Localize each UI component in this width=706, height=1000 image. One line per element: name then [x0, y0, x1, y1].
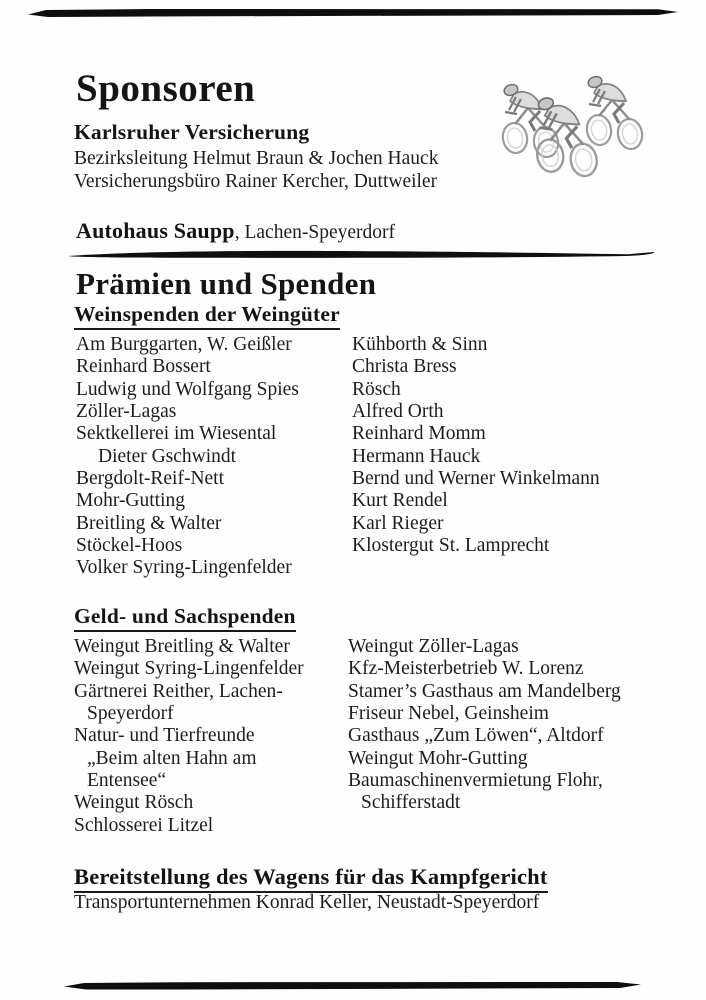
sponsor-detail-line: Bezirksleitung Helmut Braun & Jochen Hauck	[74, 148, 439, 169]
list-item: Kurt Rendel	[352, 490, 448, 512]
list-item: Gärtnerei Reither, Lachen-	[74, 680, 283, 702]
list-item: Reinhard Bossert	[76, 356, 211, 378]
sponsor-name: Autohaus Saupp	[76, 218, 235, 243]
list-item: Zöller-Lagas	[76, 401, 177, 423]
list-item: Hermann Hauck	[352, 445, 481, 467]
list-item: Breitling & Walter	[76, 512, 222, 534]
bottom-rule-stroke	[62, 981, 642, 991]
list-item: Volker Syring-Lingenfelder	[76, 557, 292, 579]
sponsor-block-autohaus	[76, 218, 395, 244]
wine-donors-right-column	[352, 334, 676, 580]
list-item: Kühborth & Sinn	[352, 334, 488, 355]
list-item: Weingut Rösch	[74, 792, 194, 814]
list-item: Speyerdorf	[87, 703, 174, 725]
list-item: Klostergut St. Lamprecht	[352, 535, 550, 557]
list-item: Baumaschinenvermietung Flohr,	[348, 770, 603, 792]
list-item: Reinhard Momm	[352, 423, 486, 445]
top-rule-stroke	[28, 8, 678, 18]
list-item: Rösch	[352, 378, 401, 400]
list-item: Am Burggarten, W. Geißler	[76, 334, 292, 355]
subsection-title-kampfgericht: Bereitstellung des Wagens für das Kampfgericht	[74, 864, 548, 893]
list-item: Mohr-Gutting	[76, 490, 186, 512]
sponsor-location: , Lachen-Speyerdorf	[234, 222, 395, 243]
list-item: Kfz-Meisterbetrieb W. Lorenz	[348, 658, 584, 680]
list-item: Weingut Zöller-Lagas	[348, 636, 519, 657]
list-item: Bernd und Werner Winkelmann	[352, 468, 600, 490]
list-item: Dieter Gschwindt	[98, 445, 237, 467]
section-title-praemien: Prämien und Spenden	[76, 266, 377, 301]
list-item: Weingut Mohr-Gutting	[348, 747, 528, 769]
list-item: Weingut Breitling & Walter	[74, 636, 290, 657]
list-item: Entensee“	[87, 770, 167, 792]
wine-donors-left-column	[76, 334, 352, 580]
subsection-title-geldspenden: Geld- und Sachspenden	[74, 604, 296, 632]
money-donors-right-column	[348, 636, 686, 837]
list-item: Bergdolt-Reif-Nett	[76, 468, 225, 490]
list-item: Ludwig und Wolfgang Spies	[76, 378, 299, 400]
sponsor-name: Karlsruher Versicherung	[74, 120, 310, 144]
page-title: Sponsoren	[76, 67, 256, 110]
list-item: Stöckel-Hoos	[76, 535, 183, 557]
money-donors-list	[74, 636, 686, 837]
list-item: Karl Rieger	[352, 512, 444, 534]
list-item: Weingut Syring-Lingenfelder	[74, 658, 304, 680]
subsection-title-weinspenden: Weinspenden der Weingüter	[74, 302, 340, 330]
sponsor-block-karlsruher	[74, 120, 438, 193]
list-item: Schifferstadt	[361, 792, 461, 814]
list-item: Friseur Nebel, Geinsheim	[348, 703, 549, 725]
list-item: Stamer’s Gasthaus am Mandelberg	[348, 680, 621, 702]
divider-brush-stroke	[66, 248, 656, 262]
list-item: Gasthaus „Zum Löwen“, Altdorf	[348, 725, 604, 747]
transport-company-line: Transportunternehmen Konrad Keller, Neustadt-Speyerdorf	[74, 892, 540, 913]
list-item: Sektkellerei im Wiesental	[76, 423, 277, 445]
list-item: Alfred Orth	[352, 401, 444, 423]
list-item: „Beim alten Hahn am	[87, 747, 257, 769]
wine-donors-list	[76, 334, 676, 580]
list-item: Natur- und Tierfreunde	[74, 725, 255, 747]
sponsor-detail-line: Versicherungsbüro Rainer Kercher, Duttweiler	[74, 170, 438, 192]
list-item: Christa Bress	[352, 356, 457, 378]
money-donors-left-column	[74, 636, 348, 837]
cyclists-illustration	[498, 58, 648, 188]
list-item: Schlosserei Litzel	[74, 814, 214, 836]
